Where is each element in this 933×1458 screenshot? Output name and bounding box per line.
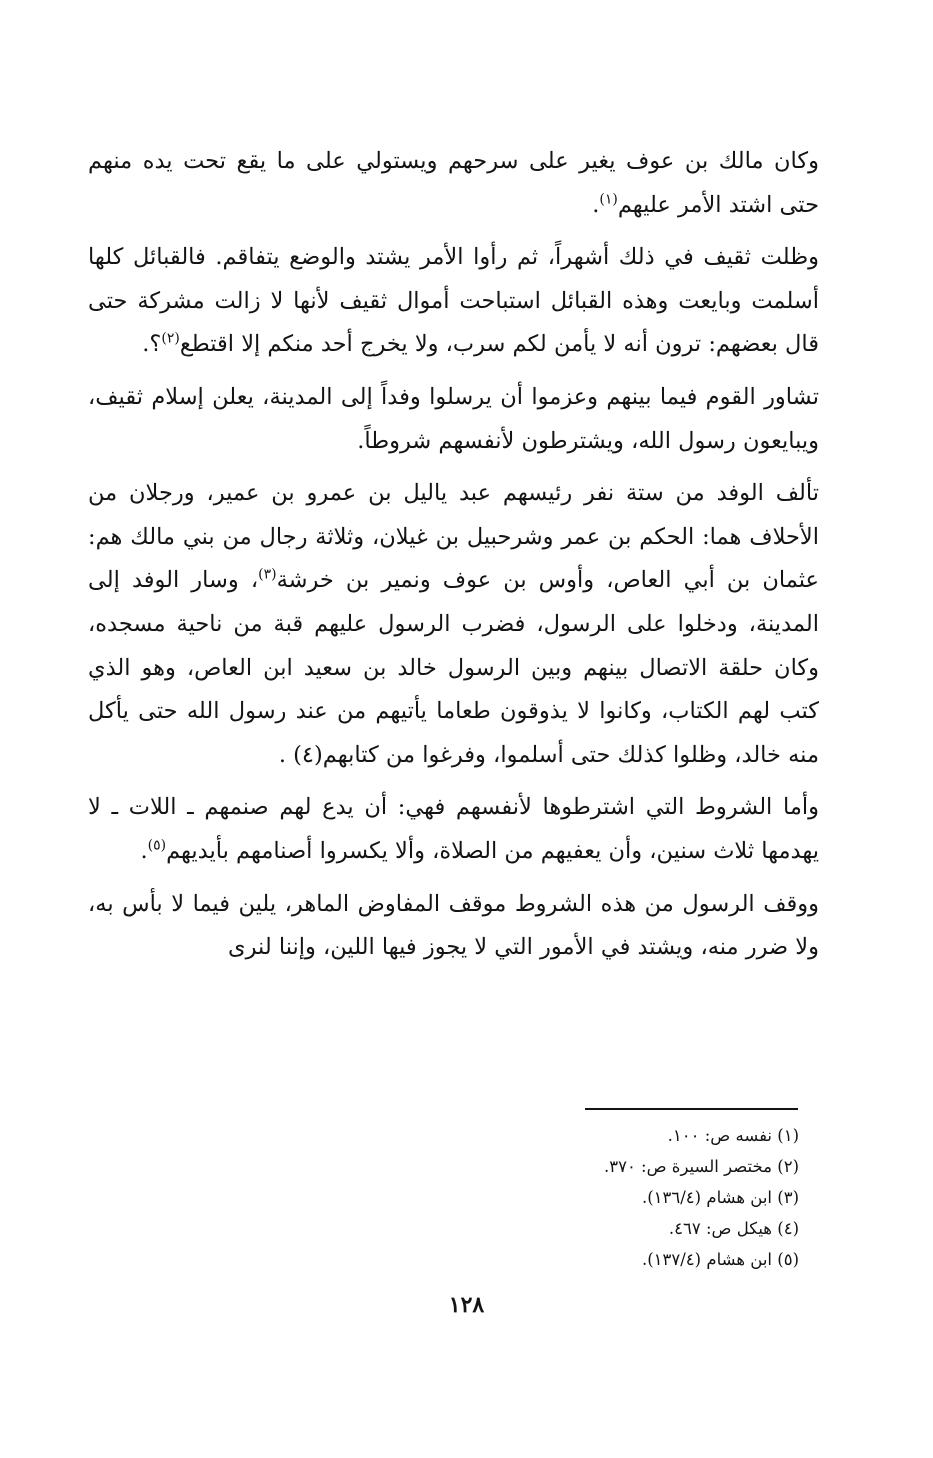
paragraph-2-text: وظلت ثقيف في ذلك أشهراً، ثم رأوا الأمر يشتد والوضع يتفاقم. فالقبائل كلها أسلمت وبايعت وهذه القبائل استباحت أموال ثقيف لأنها لا زالت مشركة حتى قال بعضهم: ترون أنه لا يأمن لكم سرب، ولا يخرج أحد منكم إلا اقتطع: [88, 244, 819, 358]
footnotes: [300, 1120, 799, 1275]
paragraph-5: [88, 786, 819, 873]
paragraph-5-tail: .: [140, 837, 148, 864]
paragraph-4-tail: ، وسار الوفد إلى المدينة، ودخلوا على الرسول، فضرب الرسول عليهم قبة من ناحية مسجده، وكان حلقة الاتصال بينهم وبين الرسول خالد بن سعيد ابن العاص، وهو الذي كتب لهم الكتاب، وكانوا لا يذوقون طعاما يأتيهم من عند رسول الله حتى يأكل منه خالد، وظلوا كذلك حتى أسلموا، وفرغوا من كتابهم(٤) .: [88, 567, 819, 768]
footnote-1: (١) نفسه ص: ١٠٠.: [667, 1126, 799, 1145]
paragraph-1-tail: .: [592, 191, 600, 218]
paragraph-1-text: وكان مالك بن عوف يغير على سرحهم ويستولي على ما يقع تحت يده منهم حتى اشتد الأمر عليهم: [88, 148, 819, 218]
paragraph-5-text: وأما الشروط التي اشترطوها لأنفسهم فهي: أن يدع لهم صنمهم ـ اللات ـ لا يهدمها ثلاث سنين، وأن يعفيهم من الصلاة، وألا يكسروا أصنامهم بأيديهم: [88, 794, 819, 864]
paragraph-1: [88, 140, 819, 227]
footnote-ref-5: (٥): [147, 837, 167, 854]
paragraph-6: [88, 883, 819, 970]
footnote-ref-3: (٣): [258, 566, 277, 583]
footnote-2: (٢) مختصر السيرة ص: ٣٧٠.: [603, 1157, 799, 1176]
paragraph-3: [88, 376, 819, 463]
footnote-3: (٣) ابن هشام (١٣٦/٤).: [641, 1188, 799, 1207]
page-number: ١٢٨: [448, 1292, 485, 1318]
footnote-divider: [585, 1108, 798, 1110]
footnote-ref-1: (١): [599, 191, 618, 208]
paragraph-2: [88, 236, 819, 367]
footnote-5: (٥) ابن هشام (١٣٧/٤).: [641, 1250, 799, 1269]
body-text: [88, 140, 819, 979]
footnote-4: (٤) هيكل ص: ٤٦٧.: [668, 1219, 799, 1238]
paragraph-6-text: ووقف الرسول من هذه الشروط موقف المفاوض الماهر، يلين فيما لا بأس به، ولا ضرر منه، ويشتد في الأمور التي لا يجوز فيها اللين، وإننا لنرى: [88, 890, 819, 961]
paragraph-4: [88, 472, 819, 777]
paragraph-4-text: تألف الوفد من ستة نفر رئيسهم عبد ياليل بن عمرو بن عمير، ورجلان من الأحلاف هما: الحكم بن عمر وشرحبيل بن غيلان، وثلاثة رجال من بني مالك هم: عثمان بن أبي العاص، وأوس بن عوف ونمير بن خرشة: [88, 480, 819, 594]
footnote-ref-2: (٢): [161, 330, 180, 347]
paragraph-3-text: تشاور القوم فيما بينهم وعزموا أن يرسلوا وفداً إلى المدينة، يعلن إسلام ثقيف، ويبايعون رسول الله، ويشترطون لأنفسهم شروطاً.: [88, 383, 819, 454]
paragraph-2-tail: ؟.: [142, 331, 162, 358]
